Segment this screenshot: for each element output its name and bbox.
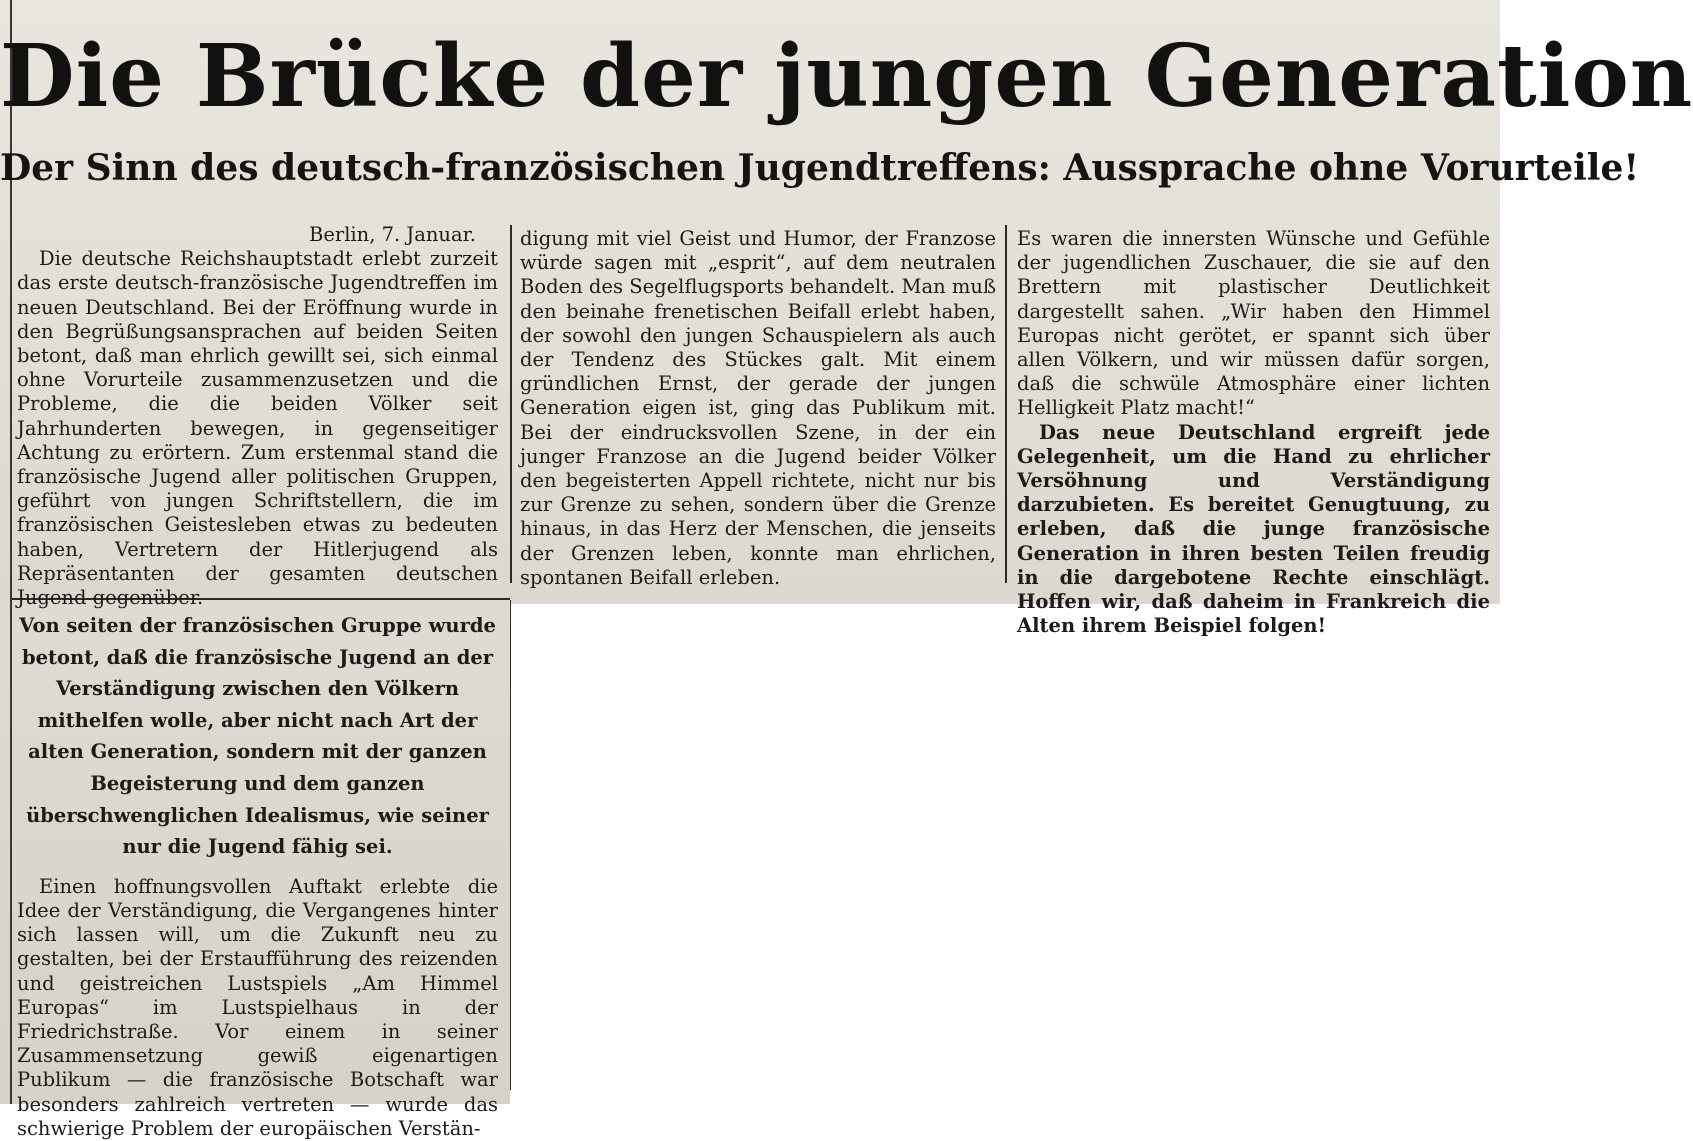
- column-divider-2: [1005, 225, 1007, 583]
- column-divider-3: [510, 600, 511, 1090]
- article-paragraph-bold: Das neue Deutschland ergreift jede Gelegenheit, um die Hand zu ehrlicher Versöhnung und Verständigung darzubieten. Es bereitet Genugtuung, zu erleben, daß die junge französische Generation in ihren besten Teilen freudig in die dargebotene Rechte einschlägt. Hoffen wir, daß daheim in Frankreich die Alten ihrem Beispiel folgen!: [1017, 420, 1490, 638]
- article-column-4: [17, 610, 498, 1141]
- article-column-2: [520, 227, 996, 590]
- article-paragraph: Es waren die innersten Wünsche und Gefühle der jugendlichen Zuschauer, die sie auf den Brettern mit plastischer Deutlichkeit dargestellt sahen. „Wir haben den Himmel Europas nicht gerötet, er spannt sich über allen Völkern, und wir müssen dafür sorgen, daß die schwüle Atmosphäre einer lichten Helligkeit Platz macht!“: [1017, 227, 1490, 420]
- subheadline: Der Sinn des deutsch-französischen Jugendtreffens: Aussprache ohne Vorurteile!: [0, 147, 1640, 189]
- highlighted-paragraph: Von seiten der französischen Gruppe wurde betont, daß die französische Jugend an der Verständigung zwischen den Völkern mithelfen wolle, aber nicht nach Art der alten Generation, sondern mit der ganzen Begeisterung und dem ganzen überschwenglichen Idealismus, wie seiner nur die Jugend fähig sei.: [19, 614, 496, 859]
- column-divider-1: [510, 225, 512, 583]
- article-paragraph: Einen hoffnungsvollen Auftakt erlebte die Idee der Verständigung, die Vergangenes hinter sich lassen will, um die Zukunft neu zu gestalten, bei der Erstaufführung des reizenden und geistreichen Lustspiels „Am Himmel Europas“ im Lustspielhaus in der Friedrichstraße. Vor einem in seiner Zusammensetzung gewiß eigenartigen Publikum — die französische Botschaft war besonders zahlreich vertreten — wurde das schwierige Problem der europäischen Verstän-: [17, 874, 498, 1140]
- article-column-3: [1017, 227, 1490, 638]
- headline: Die Brücke der jungen Generation: [0, 26, 1693, 127]
- dateline: Berlin, 7. Januar.: [309, 223, 476, 246]
- article-column-1: [17, 223, 498, 610]
- article-paragraph: digung mit viel Geist und Humor, der Franzose würde sagen mit „esprit“, auf dem neutralen Boden des Segelflugsports behandelt. Man muß den beinahe frenetischen Beifall erlebt haben, der sowohl den jungen Schauspielern als auch der Tendenz des Stückes galt. Mit einem gründlichen Ernst, der gerade der jungen Generation eigen ist, ging das Publikum mit. Bei der eindrucksvollen Szene, in der ein junger Franzose an die Jugend beider Völker den begeisterten Appell richtete, nicht nur bis zur Grenze zu sehen, sondern über die Grenze hinaus, in das Herz der Menschen, die jenseits der Grenzen leben, konnte man ehrlichen, spontanen Beifall erleben.: [520, 227, 996, 589]
- article-paragraph: Die deutsche Reichshauptstadt erlebt zurzeit das erste deutsch-französische Jugendtreffen im neuen Deutschland. Bei der Eröffnung wurde in den Begrüßungsansprachen auf beiden Seiten betont, daß man ehrlich gewillt sei, sich einmal ohne Vorurteile zusammenzusetzen und die Probleme, die die beiden Völker seit Jahrhunderten bewegen, in gegenseitiger Achtung zu erörtern. Zum erstenmal stand die französische Jugend aller politischen Gruppen, geführt von jungen Schriftstellern, die im französischen Geistesleben etwas zu bedeuten haben, Vertretern der Hitlerjugend als Repräsentanten der gesamten deutschen Jugend gegenüber.: [17, 247, 498, 610]
